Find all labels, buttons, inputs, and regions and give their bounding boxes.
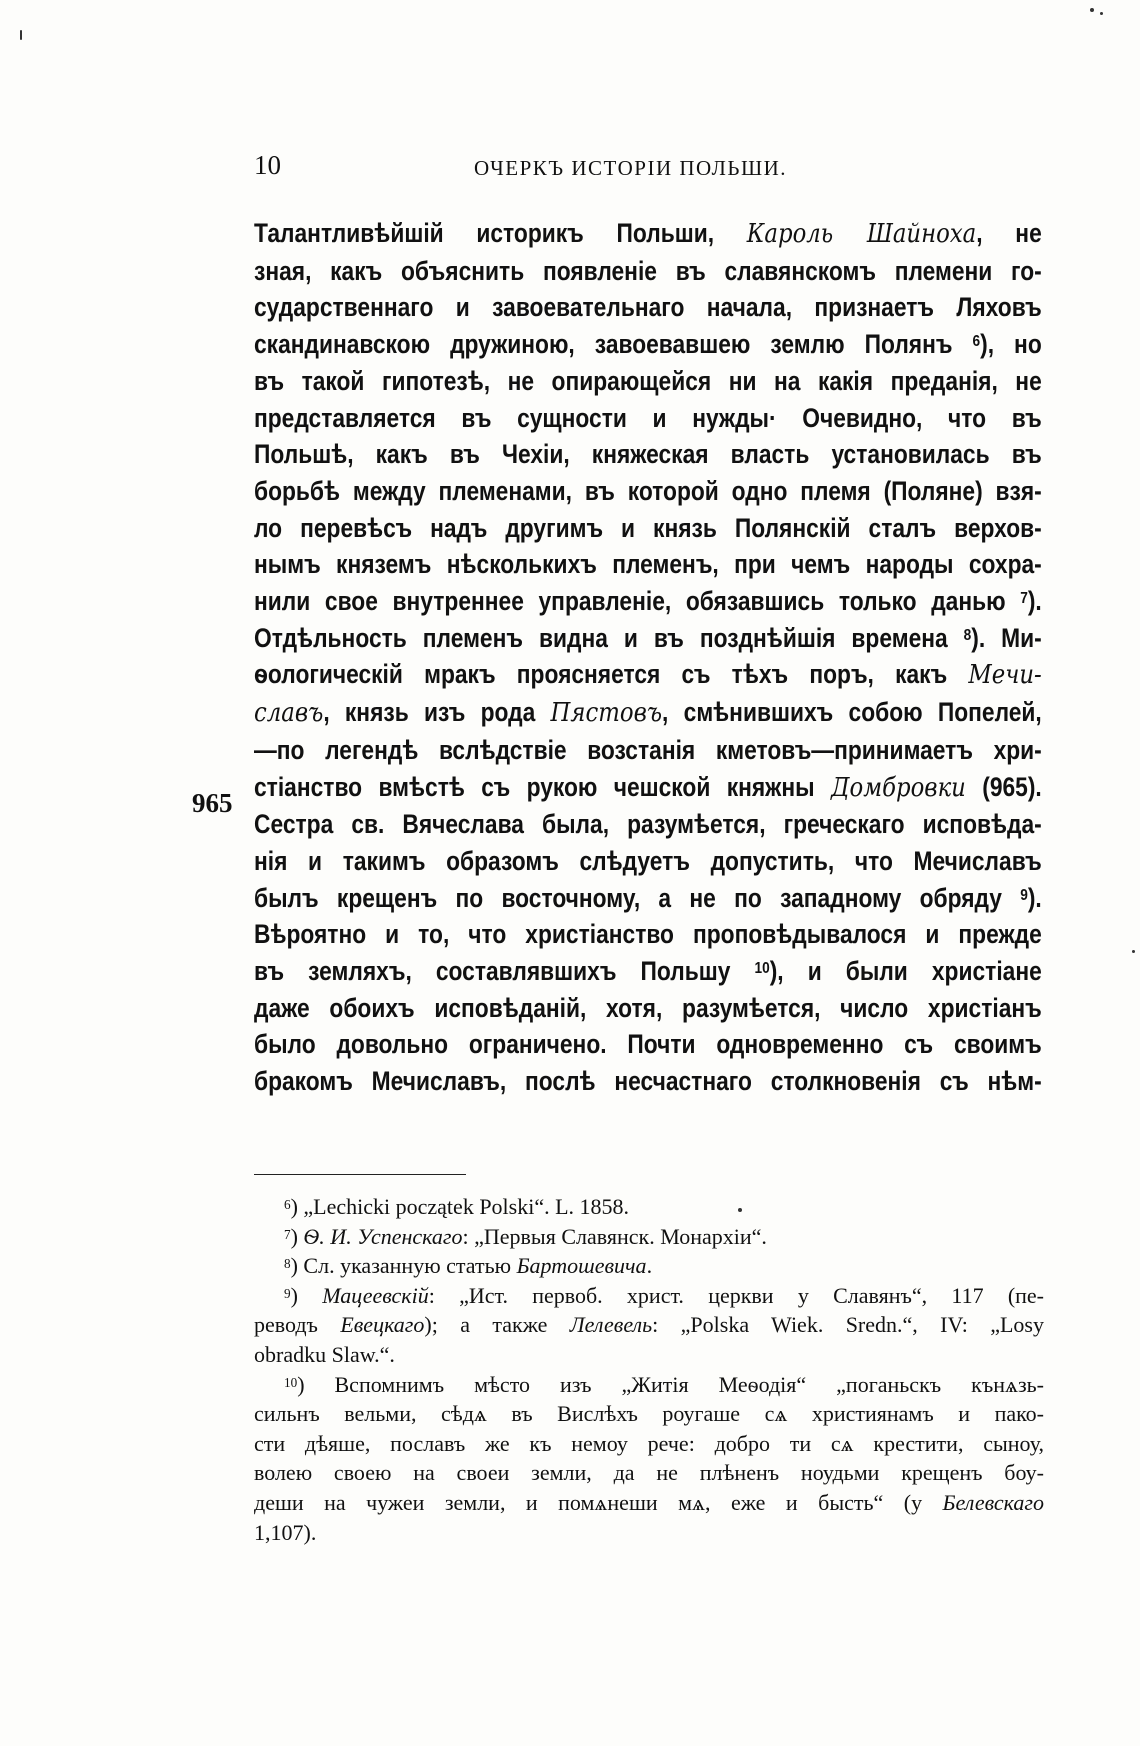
- footnote-line: [254, 1370, 1044, 1400]
- footnote-ref: 7: [1020, 590, 1028, 608]
- text-run: нія и такимъ образомъ слѣдуетъ допустить, что Мечиславъ: [254, 845, 1042, 876]
- italic-name: Домбровки: [830, 771, 966, 803]
- running-title: ОЧЕРКЪ ИСТОРІИ ПОЛЬШИ.: [474, 156, 788, 180]
- body-line: [254, 583, 1042, 620]
- body-line: [254, 769, 1042, 807]
- italic-name: Мечи-: [968, 659, 1042, 691]
- text-run: представляется въ сущности и нужды· Очевидно, что въ: [254, 402, 1042, 433]
- scan-speck: [20, 30, 22, 40]
- text-run: (965).: [965, 771, 1042, 802]
- text-run: Польшѣ, какъ въ Чехіи, княжеская власть установилась въ: [254, 439, 1042, 470]
- body-line: [254, 732, 1042, 769]
- body-line: [254, 656, 1042, 694]
- body-line: [254, 546, 1042, 583]
- text-run: ).: [1027, 882, 1042, 913]
- body-line: [254, 326, 1042, 363]
- text-run: ло перевѣсъ надъ другимъ и князь Полянскій сталъ верхов-: [254, 512, 1042, 543]
- body-line: [254, 510, 1042, 547]
- text-run: ), но: [980, 329, 1042, 360]
- footnote-ref: 6: [284, 1197, 291, 1212]
- footnote-line: [254, 1399, 1044, 1429]
- text-run: волею своею на своеи земли, да не плѣненъ ноудьми крещенъ боу-: [254, 1460, 1044, 1486]
- italic-name: Ѳ. И. Успенскаго: [303, 1223, 463, 1249]
- text-run: деши на чужеи земли, и помѧнеши мѧ, еже и бысть“ (у: [254, 1489, 943, 1515]
- margin-year-note: 965: [192, 788, 233, 818]
- footnote: [254, 1222, 1044, 1252]
- text-run: : „Первыя Славянск. Монархіи“.: [462, 1223, 767, 1249]
- text-run: сударственнаго и завоевательнаго начала, признаетъ Ляховъ: [254, 292, 1042, 323]
- main-paragraph: [254, 215, 1042, 1100]
- italic-name: Пястовъ: [550, 697, 663, 729]
- text-run: нили свое внутреннее управленіе, обязавшись только данью: [254, 586, 1021, 617]
- text-run: Сестра св. Вячеслава была, разумѣется, греческаго исповѣда-: [254, 809, 1042, 840]
- text-run: Талантливѣйшій историкъ Польши,: [254, 218, 747, 248]
- text-run: въ земляхъ, составлявшихъ Польшу: [254, 956, 755, 987]
- text-run: реводъ: [254, 1312, 341, 1338]
- text-run: , не: [976, 218, 1042, 248]
- italic-name: Бартошевича: [516, 1253, 647, 1279]
- footnote-ref: 8: [963, 626, 972, 644]
- footnote-ref: 7: [284, 1226, 291, 1242]
- text-run: ) „Lechicki początek Polski“. L. 1858.: [290, 1194, 630, 1219]
- body-line: [254, 289, 1042, 326]
- italic-name: Евецкаго: [340, 1312, 425, 1338]
- body-line: [254, 843, 1042, 880]
- italic-name: Мацеевскій: [322, 1282, 429, 1308]
- italic-name: славъ: [254, 697, 324, 729]
- footnote: [254, 1370, 1044, 1548]
- footnote-line: [254, 1310, 1044, 1340]
- text-run: было довольно ограничено. Почти одновременно съ своимъ: [254, 1029, 1042, 1060]
- body-line: [254, 620, 1042, 657]
- body-line: [254, 215, 1042, 253]
- footnote-line: [254, 1222, 1044, 1252]
- text-run: нымъ княземъ нѣсколькихъ племенъ, при чемъ народы сохра-: [254, 549, 1042, 580]
- footnote: [254, 1281, 1044, 1370]
- scan-speck: [1132, 950, 1135, 953]
- text-run: ).: [1027, 586, 1042, 617]
- text-run: даже обоихъ исповѣданій, хотя, разумѣется, число христіанъ: [254, 992, 1042, 1023]
- body-line: [254, 473, 1042, 510]
- text-run: ). Ми-: [971, 622, 1042, 653]
- body-line: [254, 953, 1042, 990]
- text-run: бракомъ Мечиславъ, послѣ несчастнаго столкновенія съ нѣм-: [254, 1066, 1042, 1097]
- italic-name: Белевскаго: [942, 1489, 1044, 1515]
- text-run: ): [290, 1282, 323, 1308]
- footnote-ref: 10: [284, 1374, 298, 1390]
- footnote-ref: 9: [1020, 886, 1028, 904]
- body-line: [254, 694, 1042, 732]
- footnote-line: [254, 1488, 1044, 1518]
- text-run: —по легендѣ вслѣдствіе возстанія кметовъ—принимаетъ хри-: [254, 734, 1042, 765]
- italic-name: Лелевель: [569, 1312, 653, 1338]
- text-run: .: [646, 1253, 653, 1279]
- footnote: [254, 1192, 1044, 1222]
- text-run: ѳологическій мракъ проясняется съ тѣхъ поръ, какъ: [254, 659, 969, 690]
- scan-speck: [1100, 12, 1103, 15]
- footnote-line: [254, 1340, 1044, 1370]
- text-run: 1,107).: [254, 1519, 317, 1545]
- footnotes: [254, 1192, 1044, 1547]
- scan-speck: [738, 1208, 742, 1212]
- text-run: obradku Slaw.“.: [254, 1341, 395, 1367]
- text-run: въ такой гипотезѣ, не опирающейся ни на какія преданія, не: [254, 365, 1042, 396]
- scan-speck: [1090, 8, 1094, 12]
- body-line: [254, 880, 1042, 917]
- italic-name: Кароль Шайноха: [746, 218, 977, 249]
- text-run: сти дѣяше, пославъ же къ немоу рече: добро ти сѧ крестити, сыноу,: [254, 1430, 1044, 1456]
- text-run: , князь изъ рода: [323, 697, 551, 728]
- body-line: [254, 436, 1042, 473]
- text-run: стіанство вмѣстѣ съ рукою чешской княжны: [254, 771, 831, 802]
- text-run: зная, какъ объяснить появленіе въ славянскомъ племени го-: [254, 255, 1042, 286]
- footnote-ref: 8: [284, 1256, 291, 1272]
- body-line: [254, 253, 1042, 290]
- text-run: Отдѣльность племенъ видна и въ позднѣйшія времена: [254, 622, 964, 653]
- body-line: [254, 916, 1042, 953]
- footnote-ref: 10: [754, 960, 770, 978]
- text-run: ) Вспомнимъ мѣсто изъ „Житія Меѳодія“ „поганьскъ кънѧзь-: [297, 1371, 1044, 1397]
- text-run: ): [290, 1223, 304, 1249]
- body-line: [254, 806, 1042, 843]
- text-run: : „Ист. первоб. христ. церкви у Славянъ“, 117 (пе-: [428, 1282, 1045, 1308]
- page-number: 10: [254, 150, 281, 180]
- text-run: : „Polska Wiek. Sredn.“, IV: „Losy: [652, 1312, 1044, 1338]
- footnote-line: [254, 1251, 1044, 1281]
- body-line: [254, 363, 1042, 400]
- text-run: , смѣнившихъ собою Попелей,: [662, 697, 1042, 728]
- page-header: [254, 150, 1044, 190]
- footnote: [254, 1251, 1044, 1281]
- footnote-ref: 9: [284, 1285, 291, 1301]
- footnote-line: [254, 1192, 1044, 1222]
- text-run: былъ крещенъ по восточному, а не по западному обряду: [254, 882, 1021, 913]
- footnote-separator: [254, 1174, 466, 1175]
- footnote-line: [254, 1281, 1044, 1311]
- footnote-line: [254, 1518, 1044, 1548]
- footnote-ref: 6: [972, 333, 981, 351]
- footnote-line: [254, 1429, 1044, 1459]
- footnote-line: [254, 1458, 1044, 1488]
- body-line: [254, 400, 1042, 437]
- text-run: борьбѣ между племенами, въ которой одно племя (Поляне) взя-: [254, 475, 1042, 506]
- body-line: [254, 990, 1042, 1027]
- text-run: ) Сл. указанную статью: [290, 1253, 517, 1279]
- body-line: [254, 1026, 1042, 1063]
- body-line: [254, 1063, 1042, 1100]
- text-run: ); а также: [424, 1312, 570, 1338]
- text-run: сильнъ вельми, сѣдѧ въ Вислѣхъ роугаше сѧ християнамъ и пако-: [254, 1401, 1044, 1427]
- text-run: ), и были христіане: [769, 956, 1042, 987]
- text-run: скандинавскою дружиною, завоевавшею землю Полянъ: [254, 329, 973, 360]
- text-run: Вѣроятно и то, что христіанство проповѣдывалося и прежде: [254, 919, 1042, 950]
